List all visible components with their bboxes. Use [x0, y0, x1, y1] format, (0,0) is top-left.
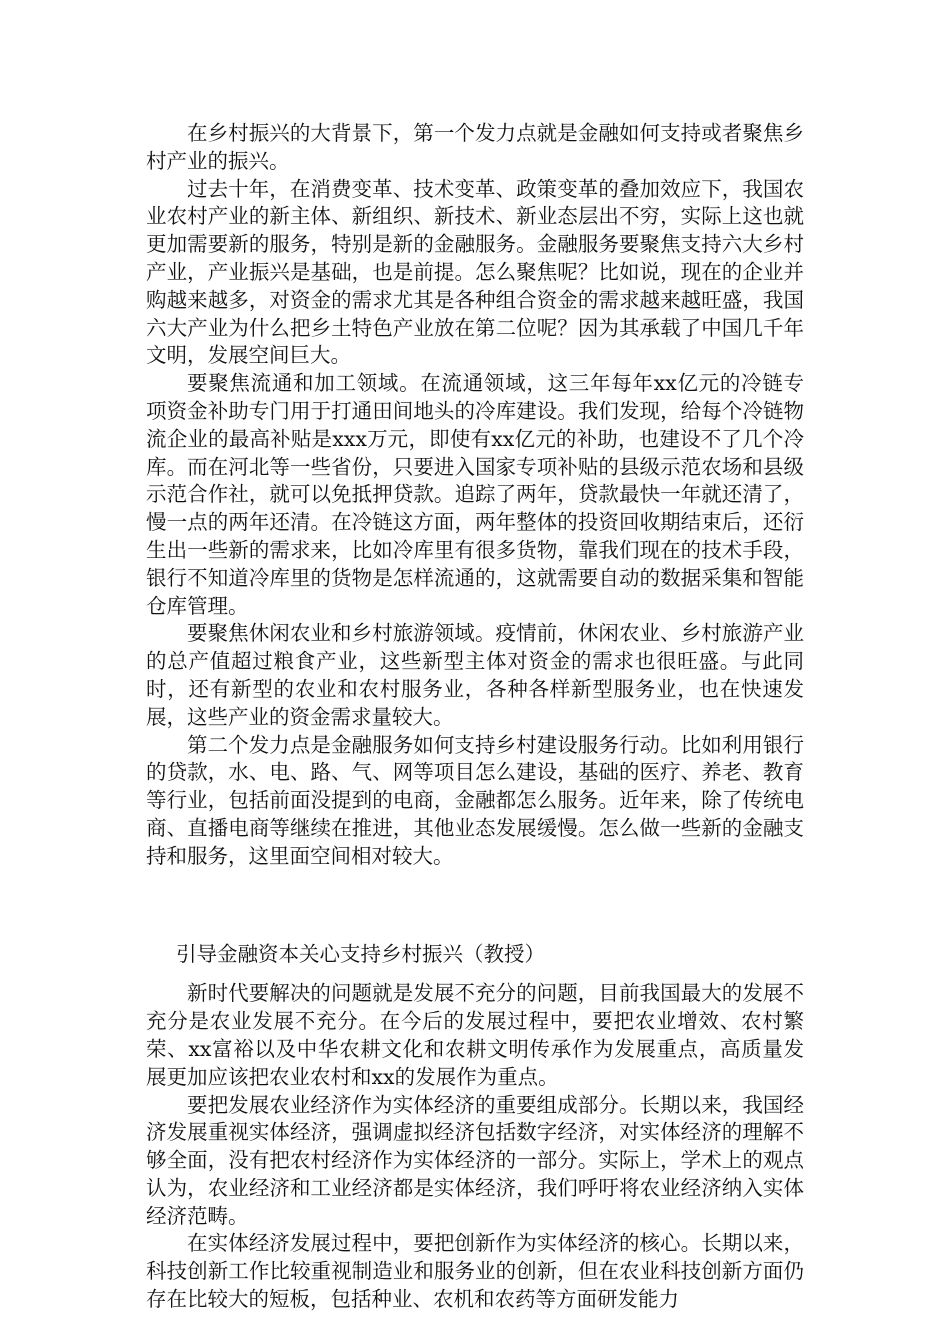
- paragraph: 要把发展农业经济作为实体经济的重要组成部分。长期以来，我国经济发展重视实体经济，强调虚拟经济包括数字经济，对实体经济的理解不够全面，没有把农村经济作为实体经济的一部分。实际上，学术上的观点认为，农业经济和工业经济都是实体经济，我们呼吁将农业经济纳入实体经济范畴。: [146, 1092, 804, 1228]
- paragraph: 在乡村振兴的大背景下，第一个发力点就是金融如何支持或者聚焦乡村产业的振兴。: [146, 121, 804, 173]
- document-page: [146, 120, 804, 1314]
- paragraph: 在实体经济发展过程中，要把创新作为实体经济的核心。长期以来，科技创新工作比较重视制造业和服务业的创新，但在农业科技创新方面仍存在比较大的短板，包括种业、农机和农药等方面研发能力: [146, 1231, 804, 1312]
- paragraph: 过去十年，在消费变革、技术变革、政策变革的叠加效应下，我国农业农村产业的新主体、新组织、新技术、新业态层出不穷，实际上这也就更加需要新的服务，特别是新的金融服务。金融服务要聚焦支持六大乡村产业，产业振兴是基础，也是前提。怎么聚焦呢？比如说，现在的企业并购越来越多，对资金的需求尤其是各种组合资金的需求越来越旺盛，我国六大产业为什么把乡土特色产业放在第二位呢？因为其承载了中国几千年文明，发展空间巨大。: [146, 176, 804, 368]
- paragraph: 新时代要解决的问题就是发展不充分的问题，目前我国最大的发展不充分是农业发展不充分。在今后的发展过程中，要把农业增效、农村繁荣、xx富裕以及中华农耕文化和农耕文明传承作为发展重点，高质量发展更加应该把农业农村和xx的发展作为重点。: [146, 981, 804, 1089]
- section-title: 引导金融资本关心支持乡村振兴（教授）: [176, 941, 545, 966]
- paragraph: 要聚焦休闲农业和乡村旅游领域。疫情前，休闲农业、乡村旅游产业的总产值超过粮食产业，这些新型主体对资金的需求也很旺盛。与此同时，还有新型的农业和农村服务业，各种各样新型服务业，也在快速发展，这些产业的资金需求量较大。: [146, 621, 804, 729]
- paragraph: 要聚焦流通和加工领域。在流通领域，这三年每年xx亿元的冷链专项资金补助专门用于打通田间地头的冷库建设。我们发现，给每个冷链物流企业的最高补贴是xxx万元，即使有xx亿元的补助，也建设不了几个冷库。而在河北等一些省份，只要进入国家专项补贴的县级示范农场和县级示范合作社，就可以免抵押贷款。追踪了两年，贷款最快一年就还清了，慢一点的两年还清。在冷链这方面，两年整体的投资回收期结束后，还衍生出一些新的需求来，比如冷库里有很多货物，靠我们现在的技术手段，银行不知道冷库里的货物是怎样流通的，这就需要自动的数据采集和智能仓库管理。: [146, 371, 804, 618]
- paragraph: 第二个发力点是金融服务如何支持乡村建设服务行动。比如利用银行的贷款，水、电、路、气、网等项目怎么建设，基础的医疗、养老、教育等行业，包括前面没提到的电商，金融都怎么服务。近年来，除了传统电商、直播电商等继续在推进，其他业态发展缓慢。怎么做一些新的金融支持和服务，这里面空间相对较大。: [146, 732, 804, 868]
